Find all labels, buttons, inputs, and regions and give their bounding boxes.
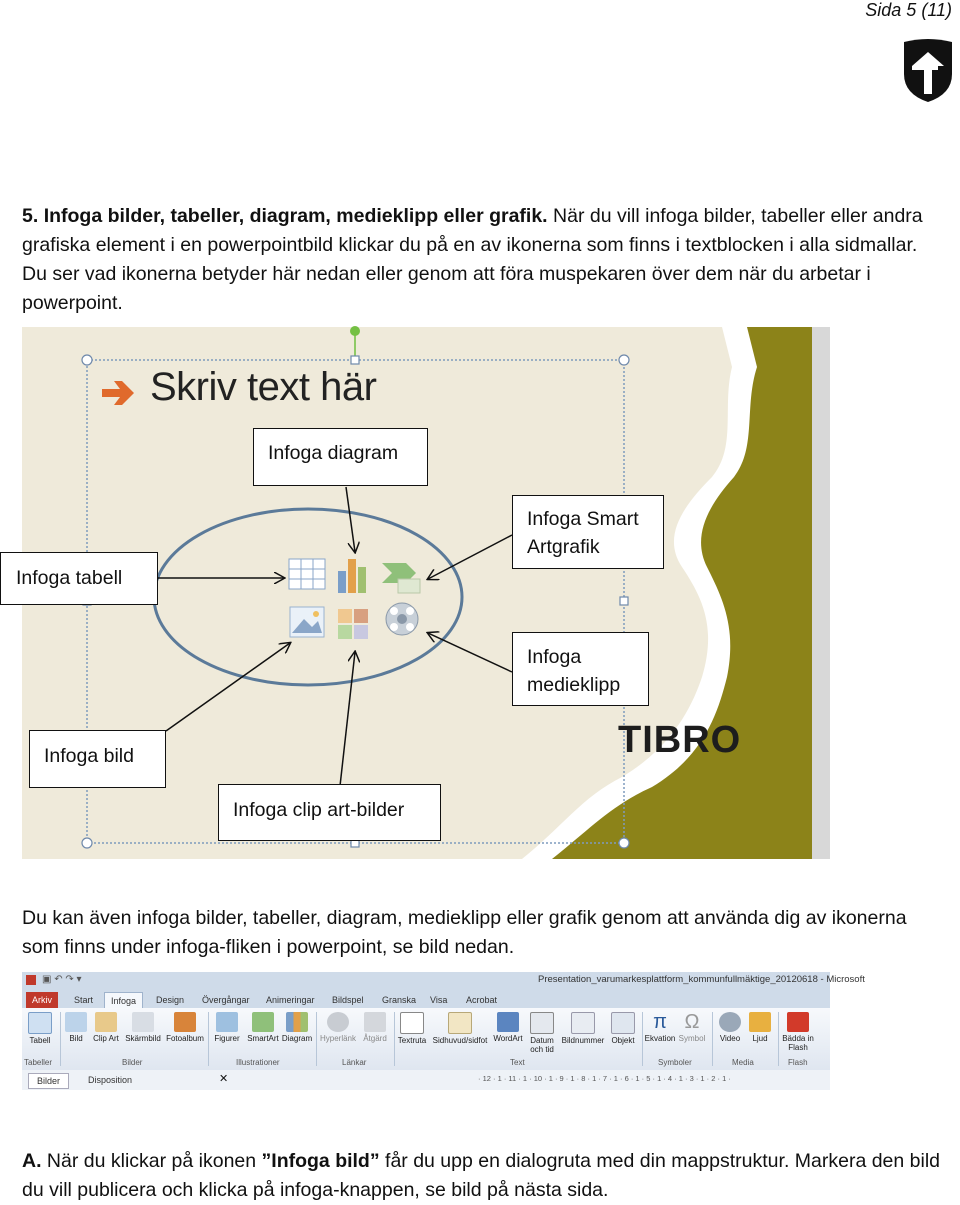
section-intro: När du vill infoga bilder, tabeller eller andra grafiska element i en powerpointbild klickar du på en av ikonerna som finns i textblocken i alla sidmallar. Du ser vad ikonerna betyder här nedan eller genom att föra muspekaren över dem när du arbetar i powerpoint. <box>22 205 923 314</box>
btn-diagram[interactable]: Diagram <box>278 1012 316 1043</box>
tab-visa[interactable]: Visa <box>430 995 448 1005</box>
media-clip-icon <box>386 603 418 635</box>
photo-album-icon <box>174 1012 196 1032</box>
tab-granska[interactable]: Granska <box>382 995 417 1005</box>
btn-skarmbild[interactable]: Skärmbild <box>122 1012 164 1043</box>
btn-hyperlank[interactable]: Hyperlänk <box>316 1012 360 1043</box>
pane-bar <box>22 1070 830 1090</box>
step-text-before: När du klickar på ikonen <box>46 1150 262 1172</box>
chart-icon <box>338 559 366 593</box>
callout-infoga-smartart <box>512 495 664 569</box>
pane-tab-disposition[interactable]: Disposition <box>88 1075 133 1085</box>
video-icon <box>719 1012 741 1032</box>
tab-arkiv[interactable]: Arkiv <box>26 992 58 1008</box>
btn-symbol[interactable]: Ω Symbol <box>678 1011 706 1043</box>
close-pane-icon[interactable]: ✕ <box>219 1073 229 1085</box>
audio-icon <box>749 1012 771 1032</box>
document-title: Presentation_varumarkesplattform_kommunfullmäktige_20120618 - Microsoft <box>538 974 865 985</box>
page-number: Sida 5 (11) <box>865 0 952 20</box>
omega-icon: Ω <box>684 1011 700 1033</box>
tab-start[interactable]: Start <box>74 995 94 1005</box>
hyperlink-icon <box>327 1012 349 1032</box>
btn-sidhuvud-sidfot[interactable]: Sidhuvud/sidfot <box>428 1012 492 1045</box>
screenshot-icon <box>132 1012 154 1032</box>
tibro-logo: TIBRO <box>618 719 742 761</box>
table-icon <box>28 1012 52 1034</box>
btn-ljud[interactable]: Ljud <box>742 1012 778 1043</box>
callout-label: Infoga tabell <box>16 567 123 589</box>
btn-datum-och-tid[interactable]: Datum och tid <box>524 1012 560 1054</box>
shapes-icon <box>216 1012 238 1032</box>
btn-ekvation[interactable]: π Ekvation <box>644 1011 676 1043</box>
callout-infoga-clipart <box>218 784 441 841</box>
btn-figurer[interactable]: Figurer <box>208 1012 246 1043</box>
tab-design[interactable]: Design <box>156 995 185 1005</box>
ribbon-screenshot <box>22 972 865 1090</box>
pane-tab-bilder[interactable]: Bilder <box>28 1073 69 1089</box>
btn-clip-art[interactable]: Clip Art <box>88 1012 124 1043</box>
group-media: Media <box>732 1058 754 1067</box>
action-icon <box>364 1012 386 1032</box>
section-paragraph <box>22 202 942 318</box>
step-highlight: Infoga bild <box>271 1150 370 1172</box>
btn-bild[interactable]: Bild <box>58 1012 94 1043</box>
chart-icon <box>286 1012 308 1032</box>
picture-icon <box>290 607 324 637</box>
tab-animeringar[interactable]: Animeringar <box>266 995 315 1005</box>
section-number: 5. <box>22 205 39 227</box>
step-text-after: får du upp en dialogruta med din mappstruktur. Markera den bild du vill publicera och klicka på infoga-knappen, se bild på nästa sida. <box>22 1150 941 1201</box>
btn-textruta[interactable]: Textruta <box>394 1012 430 1045</box>
arrow-media <box>428 633 512 672</box>
olive-panel <box>552 327 830 859</box>
callout-label-line1: Infoga <box>527 646 582 668</box>
section-heading: Infoga bilder, tabeller, diagram, medieklipp eller grafik. <box>43 205 548 227</box>
flash-icon <box>787 1012 809 1032</box>
clipart-icon <box>95 1012 117 1032</box>
step-a-paragraph <box>22 1147 942 1205</box>
pi-icon: π <box>653 1011 667 1033</box>
municipal-crest-icon <box>902 40 954 104</box>
btn-wordart[interactable]: WordArt <box>490 1012 526 1043</box>
step-label: A. <box>22 1150 42 1172</box>
callout-label: Infoga clip art-bilder <box>233 799 405 821</box>
btn-bildnummer[interactable]: Bildnummer <box>558 1012 608 1045</box>
tab-bildspel[interactable]: Bildspel <box>332 995 364 1005</box>
ribbon-tabs <box>22 990 830 1008</box>
btn-smartart[interactable]: SmartArt <box>244 1012 282 1043</box>
picture-icon <box>65 1012 87 1032</box>
btn-objekt[interactable]: Objekt <box>606 1012 640 1045</box>
icons-ellipse <box>154 509 462 685</box>
slide-number-icon <box>571 1012 595 1034</box>
arrow-clipart <box>340 652 355 786</box>
arrow-diagram <box>346 487 355 552</box>
callout-infoga-medieklipp <box>512 632 649 706</box>
callout-label-line2: medieklipp <box>527 674 621 696</box>
btn-badda-in-flash[interactable]: Bädda in Flash <box>778 1012 818 1052</box>
callout-infoga-bild <box>29 730 166 788</box>
table-icon <box>289 559 325 589</box>
tab-overgangar[interactable]: Övergångar <box>202 995 250 1005</box>
slide-title: Skriv text här <box>150 365 377 409</box>
slide-screenshot <box>16 327 830 859</box>
paragraph-ribbon-intro: Du kan även infoga bilder, tabeller, diagram, medieklipp eller grafik genom att använda dig av ikonerna som finns under infoga-fliken i powerpoint, se bild nedan. <box>22 907 907 958</box>
title-bar <box>22 972 865 990</box>
group-tabeller: Tabeller <box>24 1058 53 1067</box>
btn-video[interactable]: Video <box>712 1012 748 1043</box>
bullet-arrow-icon <box>102 381 134 405</box>
arrow-picture <box>166 643 290 731</box>
arrow-smartart <box>428 535 512 579</box>
btn-tabell[interactable]: Tabell <box>22 1012 58 1045</box>
textbox-icon <box>400 1012 424 1034</box>
callout-label-line1: Infoga Smart <box>527 508 639 530</box>
btn-fotoalbum[interactable]: Fotoalbum <box>162 1012 208 1043</box>
object-icon <box>611 1012 635 1034</box>
clipart-icon <box>338 609 368 639</box>
tab-acrobat[interactable]: Acrobat <box>466 995 498 1005</box>
ribbon-body <box>22 1008 830 1071</box>
group-bilder: Bilder <box>122 1058 143 1067</box>
date-time-icon <box>530 1012 554 1034</box>
header-footer-icon <box>448 1012 472 1034</box>
callout-label: Infoga bild <box>44 745 134 767</box>
group-illustrationer: Illustrationer <box>236 1058 280 1067</box>
smartart-icon <box>382 563 420 593</box>
callout-infoga-diagram <box>253 428 428 486</box>
callout-infoga-tabell <box>0 552 158 605</box>
wordart-icon <box>497 1012 519 1032</box>
powerpoint-icon <box>26 975 36 985</box>
group-flash: Flash <box>788 1058 808 1067</box>
group-symboler: Symboler <box>658 1058 692 1067</box>
quote-close: ” <box>369 1150 380 1172</box>
group-text: Text <box>510 1058 525 1067</box>
group-lankar: Länkar <box>342 1058 367 1067</box>
quick-access-icons: ▣ ↶ ↷ ▾ <box>42 974 82 985</box>
quote-open: ” <box>261 1150 272 1172</box>
callout-label: Infoga diagram <box>268 442 399 464</box>
smartart-icon <box>252 1012 274 1032</box>
btn-atgard[interactable]: Åtgärd <box>356 1012 394 1043</box>
ruler: · 12 · 1 · 11 · 1 · 10 · 1 · 9 · 1 · 8 · 1 · 7 · 1 · 6 · 1 · 5 · 1 · 4 · 1 · 3 · 1 · 2 · 1 · <box>478 1074 731 1083</box>
tab-infoga[interactable]: Infoga <box>104 992 143 1009</box>
callout-label-line2: Artgrafik <box>527 536 600 558</box>
